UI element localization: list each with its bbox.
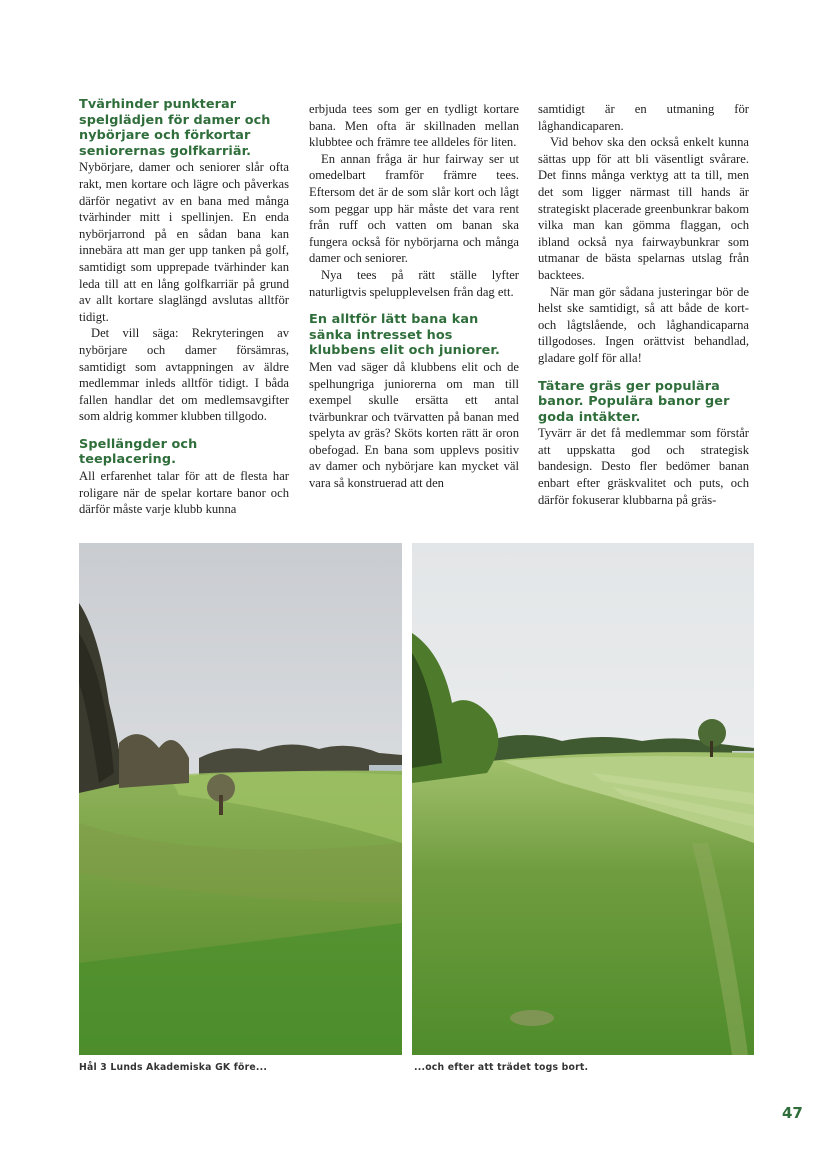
page-number: 47 [782, 1104, 803, 1122]
paragraph: samtidigt är en utmaning för låghandicaparen. [538, 102, 749, 133]
paragraph: Vid behov ska den också enkelt kunna sättas upp för att bli väsentligt svårare. Det finns många verktyg att ta till, men det som ligger närmast till hands är strategiskt placerade greenbunkrar bakom vilka man kan gömma flaggan, och ibland också nya fairwaybunkrar som utmanar de bästa spelarnas utslag från backtees. [538, 135, 749, 282]
photo-hole-after [412, 543, 754, 1055]
article-column-2 [309, 101, 519, 492]
paragraph: erbjuda tees som ger en tydligt kortare bana. Men ofta är skillnaden mellan klubbtee och främre tee alldeles för liten. [309, 102, 519, 150]
paragraph: En annan fråga är hur fairway ser ut omedelbart framför främre tees. Eftersom det är de som slår kort och lågt som peggar upp här måste det vara rent från ruff och vatten om banan ska fungera också för nybörjarna och många damer och seniorer. [309, 151, 519, 266]
paragraph: Tyvärr är det få medlemmar som förstår att uppskatta god och strategisk bandesign. Desto fler bedömer banan enbart efter gräskvalitet och puts, och därför fokuserar klubbarna på gräs- [538, 426, 749, 507]
paragraph: Men vad säger då klubbens elit och de spelhungriga juniorerna om man till exempel skulle ersätta ett antal tvärbunkrar och tvärvatten på banan med spelyta av gräs? Sköts korten rätt är oron obefogad. En bana som upplevs positiv av damer och nybörjare kan mycket väl vara så konstruerad att den [309, 359, 519, 491]
paragraph: All erfarenhet talar för att de flesta har roligare när de spelar kortare banor och därför måste varje klubb kunna [79, 469, 289, 517]
paragraph: Det vill säga: Rekryteringen av nybörjare och damer försämras, samtidigt som avtappningen av äldre medlemmar inleds alltför tidigt. I båda fallen handlar det om medlemsavgifter som aldrig kommer klubben tillgodo. [79, 326, 289, 424]
photo-hole-before [79, 543, 402, 1055]
section-heading-easy-course: En alltför lätt bana kan sänka intresset hos klubbens elit och juniorer. [309, 312, 500, 359]
section-heading-lengths: Spellängder och teeplacering. [79, 436, 198, 468]
paragraph: Nya tees på rätt ställe lyfter naturligtvis spelupplevelsen från dag ett. [309, 267, 519, 299]
paragraph: Nybörjare, damer och seniorer slår ofta rakt, men kortare och lägre och påverkas därför negativt av en bana med många tvärhinder mitt i spellinjen. En enda nybörjarrond på en sådan bana kan innebära att man ger upp tanken på golf, samtidigt som upprepade tvärhinder kan leda till att en lång golfkarriär på grund av allt kortare slaglängd avslutas alltför tidigt. [79, 160, 289, 324]
article-column-1 [79, 97, 289, 518]
article-column-3 [538, 101, 749, 508]
section-heading-denser-grass: Tätare gräs ger populära banor. Populära banor ger goda intäkter. [538, 378, 730, 425]
section-heading-cross-hazards: Tvärhinder punkterar spelglädjen för damer och nybörjare och förkortar seniorernas golfkarriär. [79, 97, 271, 159]
photo-caption-after: ...och efter att trädet togs bort. [414, 1062, 589, 1073]
photo-caption-before: Hål 3 Lunds Akademiska GK före... [79, 1062, 268, 1073]
paragraph: När man gör sådana justeringar bör de helst ske samtidigt, så att både de kort- och lågtslående, och låghandicaparna tillgodoses. Ingen orättvist behandlad, gladare golf för alla! [538, 284, 749, 365]
